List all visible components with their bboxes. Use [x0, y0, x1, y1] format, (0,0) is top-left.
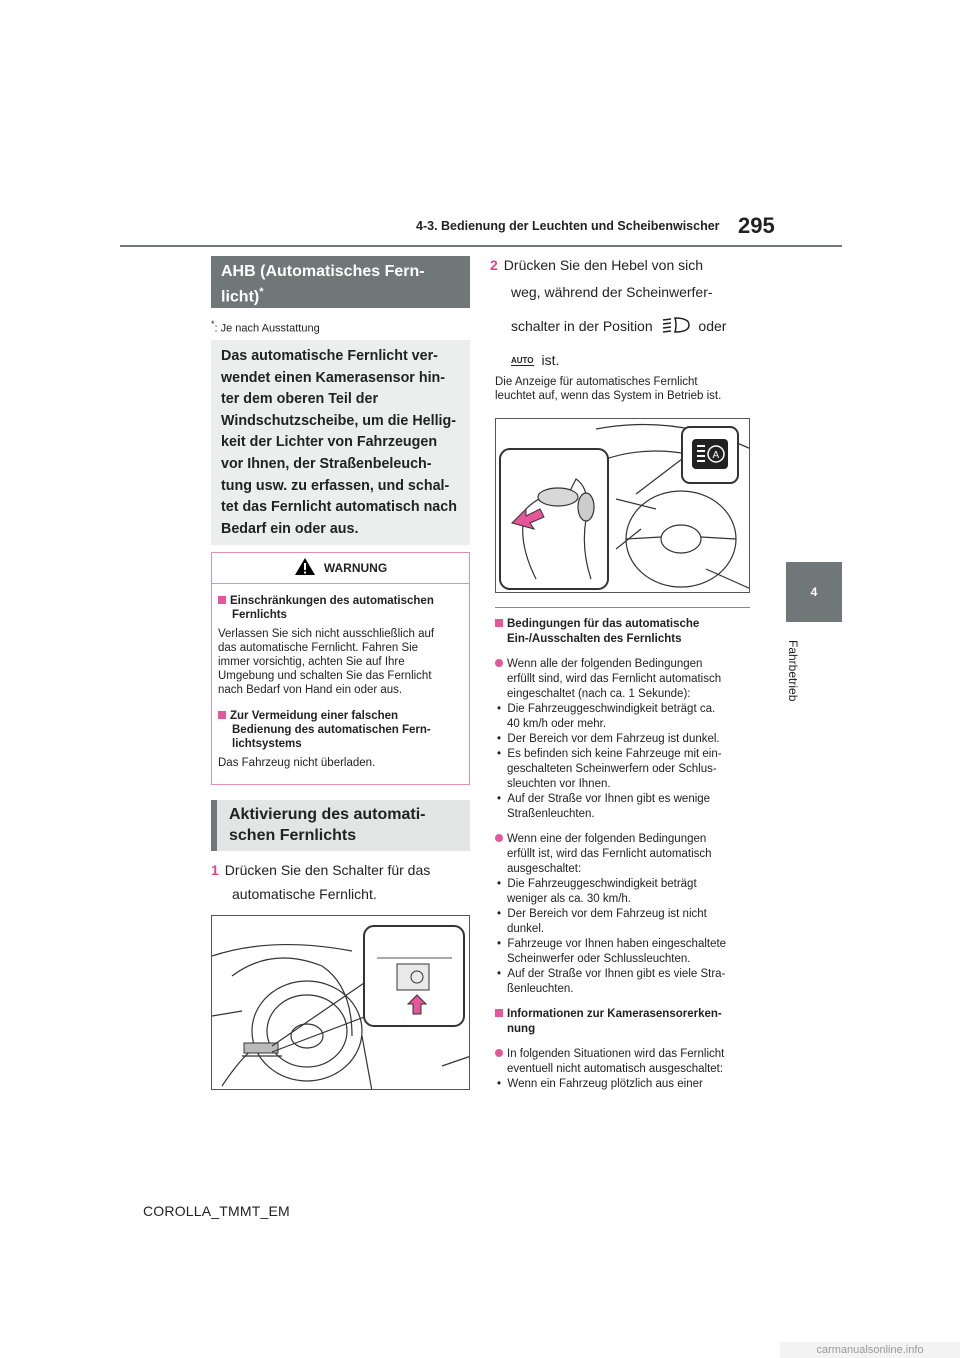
warning-text: Verlassen Sie sich nicht ausschließlich auf das automatische Fernlicht. Fahren Sie immer vorsichtig, achten Sie auf Ihre Umgebung und schalten Sie das Fernlicht nach Bedarf von Hand ein oder aus.: [218, 628, 435, 696]
intro-line: tet das Fernlicht automatisch nach: [221, 499, 457, 516]
footnote: [211, 319, 320, 335]
intro-line: tung usw. zu erfassen, und schal-: [221, 477, 450, 494]
section-title-activation: [211, 800, 470, 851]
header-rule: [120, 245, 842, 247]
dot-bullet-icon: [495, 834, 503, 842]
side-tab-label-text: Fahrbetrieb: [786, 640, 800, 702]
notes: [495, 611, 760, 1092]
dot-bullet-icon: [495, 1049, 503, 1057]
step-text: weg, während der Scheinwerfer-: [511, 284, 713, 300]
watermark: carmanualsonline.info: [780, 1342, 960, 1358]
intro-box: [211, 340, 470, 545]
step-text: automatische Fernlicht.: [232, 886, 377, 902]
step-text: schalter in der Position: [511, 318, 653, 334]
svg-text:A: A: [712, 450, 720, 461]
note-paragraph: Wenn alle der folgenden Bedingungen erfüllt sind, wird das Fernlicht automatisch eingeschaltet (nach ca. 1 Sekunde):: [495, 657, 760, 702]
intro-line: ter dem oberen Teil der: [221, 391, 379, 408]
square-bullet-icon: [495, 1009, 503, 1017]
step-text: Drücken Sie den Hebel von sich: [503, 257, 704, 273]
section-title-line: licht): [221, 288, 260, 306]
warning-header: [212, 553, 469, 584]
intro-line: vor Ihnen, der Straßenbeleuch-: [221, 455, 432, 472]
step-text: Drücken Sie den Schalter für das: [224, 862, 431, 878]
list-item: • Auf der Straße vor Ihnen gibt es wenige Straßenleuchten.: [497, 793, 711, 820]
footnote-marker: *: [211, 319, 215, 329]
chapter-header: 4-3. Bedienung der Leuchten und Scheibenwischer: [416, 219, 720, 233]
headlight-low-beam-icon: [661, 316, 691, 334]
auto-headlight-icon: AUTO: [511, 356, 534, 365]
dashboard-switch-illustration: [211, 915, 470, 1090]
note-subtitle: Informationen zur Kamerasensorerken- nung: [495, 1007, 760, 1037]
section-title-line: Aktivierung des automati-: [229, 806, 426, 823]
steering-svg: [496, 419, 750, 593]
note-subtitle: Bedingungen für das automatische Ein-/Ausschalten des Fernlichts: [495, 617, 760, 647]
list-item: • Wenn ein Fahrzeug plötzlich aus einer: [497, 1078, 703, 1090]
section-title-line: schen Fernlichts: [229, 827, 357, 844]
footer-model-code: COROLLA_TMMT_EM: [143, 1203, 290, 1219]
divider: [495, 607, 750, 608]
list-item: • Fahrzeuge vor Ihnen haben eingeschaltete Scheinwerfer oder Schlussleuchten.: [497, 938, 727, 965]
step-text: ist.: [541, 352, 560, 368]
list-item: • Der Bereich vor dem Fahrzeug ist dunkel.: [497, 733, 720, 745]
warning-subtitle: Einschränkungen des automatischen Fernlichts: [218, 594, 463, 622]
step-1: [211, 858, 471, 906]
steering-lever-illustration: [495, 418, 750, 593]
list-item: • Auf der Straße vor Ihnen gibt es viele Stra- ßenleuchten.: [497, 968, 726, 995]
warning-triangle-icon: [294, 557, 316, 576]
side-tab-label: [766, 640, 826, 700]
intro-line: Windschutzscheibe, um die Hellig-: [221, 412, 457, 429]
list-item: • Die Fahrzeuggeschwindigkeit beträgt ca. 40 km/h oder mehr.: [497, 703, 716, 730]
intro-line: keit der Lichter von Fahrzeugen: [221, 434, 438, 451]
intro-line: Das automatische Fernlicht ver-: [221, 348, 438, 364]
note-paragraph: In folgenden Situationen wird das Fernlicht eventuell nicht automatisch ausgeschaltet:: [495, 1047, 760, 1077]
side-tab-chapter-number[interactable]: 4: [786, 562, 842, 622]
footnote-text: : Je nach Ausstattung: [214, 322, 320, 335]
dashboard-svg: [212, 916, 470, 1090]
list-item: • Die Fahrzeuggeschwindigkeit beträgt weniger als ca. 30 km/h.: [497, 878, 697, 905]
footnote-marker: *: [259, 286, 264, 298]
warning-box: [211, 552, 470, 785]
warning-subtitle: Zur Vermeidung einer falschen Bedienung des automatischen Fern- lichtsystems: [218, 709, 463, 751]
dot-bullet-icon: [495, 659, 503, 667]
step-number: 1: [211, 862, 219, 878]
list-item: • Es befinden sich keine Fahrzeuge mit ein- geschalteten Scheinwerfern oder Schlus- sleuchten vor Ihnen.: [497, 748, 722, 790]
page-number: 295: [738, 213, 775, 238]
step-number: 2: [490, 257, 498, 273]
square-bullet-icon: [218, 711, 226, 719]
intro-line: Bedarf ein oder aus.: [221, 520, 359, 537]
warning-text: Das Fahrzeug nicht überladen.: [218, 757, 376, 769]
section-title-ahb: [211, 256, 470, 308]
warning-title: WARNUNG: [323, 561, 388, 575]
step-2: [490, 253, 760, 373]
note-paragraph: Wenn eine der folgenden Bedingungen erfüllt ist, wird das Fernlicht automatisch ausgeschaltet:: [495, 832, 760, 877]
warning-body: [212, 584, 469, 774]
intro-line: wendet einen Kamerasensor hin-: [221, 369, 446, 386]
list-item: • Der Bereich vor dem Fahrzeug ist nicht dunkel.: [497, 908, 707, 935]
section-title-line: AHB (Automatisches Fern-: [221, 263, 425, 280]
square-bullet-icon: [218, 596, 226, 604]
figure-caption: Die Anzeige für automatisches Fernlicht leuchtet auf, wenn das System in Betrieb ist.: [495, 376, 722, 402]
step-text: oder: [698, 318, 727, 334]
square-bullet-icon: [495, 619, 503, 627]
